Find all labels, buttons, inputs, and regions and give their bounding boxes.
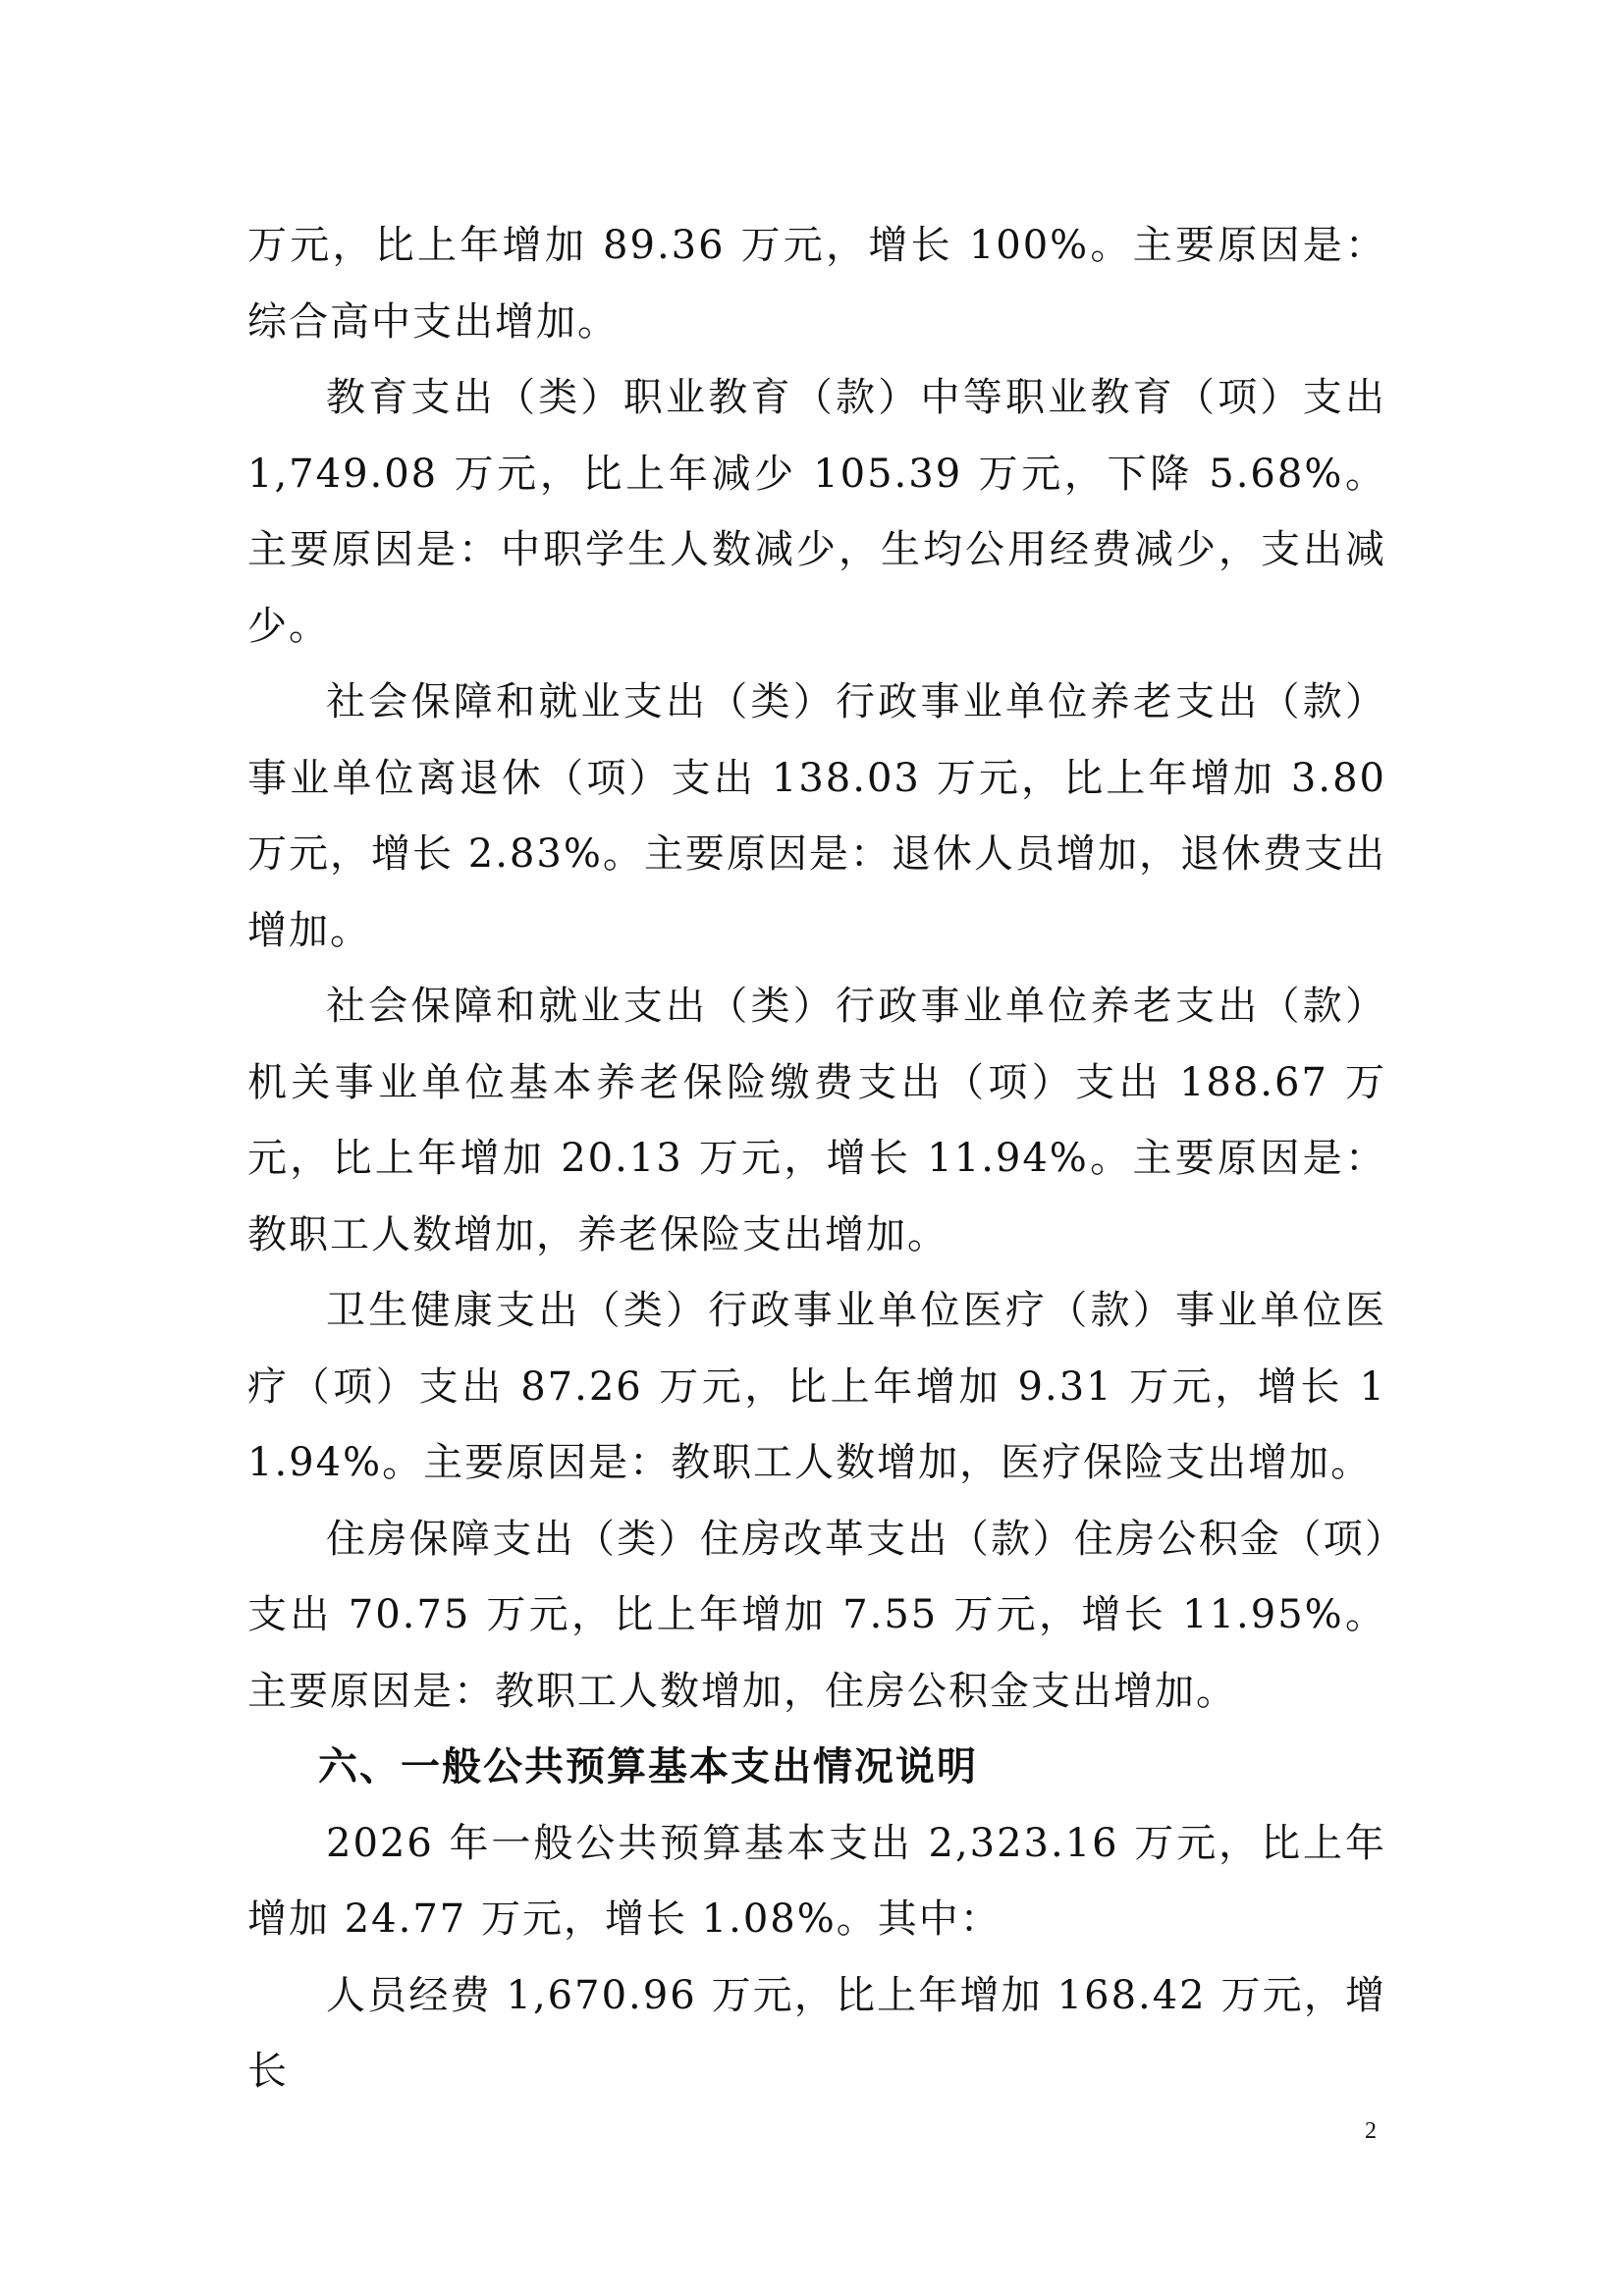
paragraph-housing-fund: 住房保障支出（类）住房改革支出（款）住房公积金（项）支出 70.75 万元，比上年增加 7.55 万元，增长 11.95%。主要原因是：教职工人数增加，住房公积金支出增加。 xyxy=(247,1516,1386,1714)
paragraph-senior-high-continuation: 万元，比上年增加 89.36 万元，增长 100%。主要原因是：综合高中支出增加。 xyxy=(247,223,1386,345)
paragraph-pension-insurance: 社会保障和就业支出（类）行政事业单位养老支出（款）机关事业单位基本养老保险缴费支出（项）支出 188.67 万元，比上年增加 20.13 万元，增长 11.94%。主要原因是：教职工人数增加，养老保险支出增加。 xyxy=(247,984,1386,1257)
paragraph-personnel-expenses: 人员经费 1,670.96 万元，比上年增加 168.42 万元，增长 xyxy=(247,1972,1386,2094)
paragraph-medical: 卫生健康支出（类）行政事业单位医疗（款）事业单位医疗（项）支出 87.26 万元，比上年增加 9.31 万元，增长 11.94%。主要原因是：教职工人数增加，医疗保险支出增加。 xyxy=(247,1288,1386,1485)
paragraph-retirement: 社会保障和就业支出（类）行政事业单位养老支出（款）事业单位离退休（项）支出 138.03 万元，比上年增加 3.80 万元，增长 2.83%。主要原因是：退休人员增加，退休费支出增加。 xyxy=(247,679,1386,953)
section-heading-basic-expenditure: 六、一般公共预算基本支出情况说明 xyxy=(318,1744,978,1789)
paragraph-basic-expenditure-total: 2026 年一般公共预算基本支出 2,323.16 万元，比上年增加 24.77 万元，增长 1.08%。其中： xyxy=(247,1820,1386,1942)
page-number: 2 xyxy=(1365,2118,1377,2144)
page-content xyxy=(247,208,1386,2110)
paragraph-vocational-education: 教育支出（类）职业教育（款）中等职业教育（项）支出 1,749.08 万元，比上年减少 105.39 万元，下降 5.68%。主要原因是：中职学生人数减少，生均公用经费减少，支出减少。 xyxy=(247,375,1386,649)
